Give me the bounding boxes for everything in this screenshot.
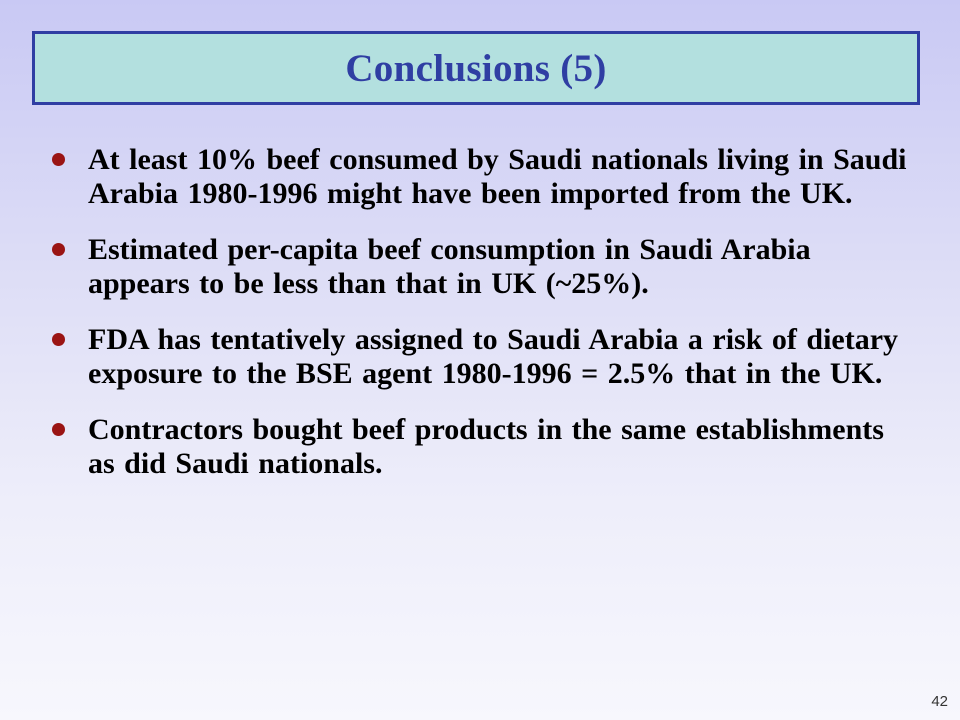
bullet-item <box>52 143 912 211</box>
bullet-list <box>52 143 912 503</box>
bullet-dot-icon <box>52 243 65 256</box>
bullet-text: Contractors bought beef products in the same establishments as did Saudi nationals. <box>88 413 884 480</box>
bullet-dot-icon <box>52 333 65 346</box>
bullet-item <box>52 323 912 391</box>
bullet-item <box>52 413 912 481</box>
slide-title: Conclusions (5) <box>345 46 607 90</box>
bullet-text: FDA has tentatively assigned to Saudi Arabia a risk of dietary exposure to the BSE agent 1980-1996 = 2.5% that in the UK. <box>88 323 899 390</box>
slide-number: 42 <box>931 693 948 710</box>
title-box <box>32 31 920 105</box>
bullet-item <box>52 233 912 301</box>
bullet-text: Estimated per-capita beef consumption in Saudi Arabia appears to be less than that in UK (~25%). <box>88 233 811 300</box>
bullet-dot-icon <box>52 423 65 436</box>
bullet-dot-icon <box>52 153 65 166</box>
bullet-text: At least 10% beef consumed by Saudi nationals living in Saudi Arabia 1980-1996 might have been imported from the UK. <box>88 143 907 210</box>
